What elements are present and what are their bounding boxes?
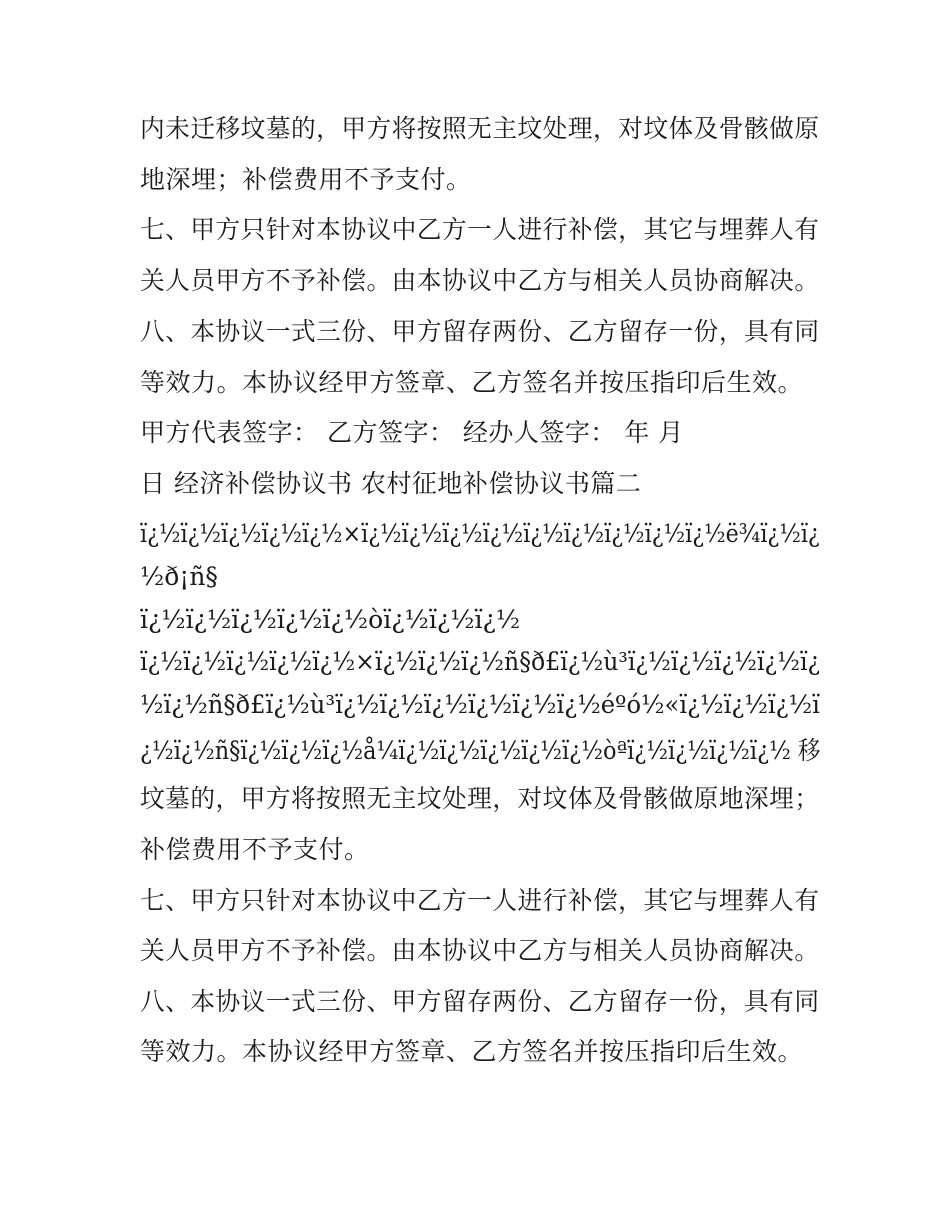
garbled-text-line: ï¿½ï¿½ï¿½ï¿½ï¿½òï¿½ï¿½ï¿½ (140, 605, 521, 634)
text-line: 等效力。本协议经甲方签章、乙方签名并按压指印后生效。 (140, 368, 804, 397)
text-line: 关人员甲方不予补偿。由本协议中乙方与相关人员协商解决。 (140, 936, 820, 965)
garbled-text-line: ï¿½ï¿½ï¿½ï¿½ï¿½×ï¿½ï¿½ï¿½ñ§ð£ï¿½ù³ï¿½ï¿½ï¿½ï¿½ï¿ (140, 647, 821, 676)
text-line: 补偿费用不予支付。 (140, 835, 370, 864)
garbled-text-line: ½ð¡ñ§ (140, 562, 218, 591)
section-heading-line: 日 经济补偿协议书 农村征地补偿协议书篇二 (140, 469, 642, 498)
text-line: 坟墓的，甲方将按照无主坟处理，对坟体及骨骸做原地深埋； (140, 784, 820, 813)
signature-line: 甲方代表签字： 乙方签字： 经办人签字： 年 月 (140, 418, 684, 447)
text-line: 八、本协议一式三份、甲方留存两份、乙方留存一份，具有同 (140, 987, 820, 1016)
text-line: 内未迁移坟墓的，甲方将按照无主坟处理，对坟体及骨骸做原 (140, 114, 820, 143)
text-line: 七、甲方只针对本协议中乙方一人进行补偿，其它与埋葬人有 (140, 886, 820, 915)
garbled-text-line: ï¿½ï¿½ï¿½ï¿½ï¿½×ï¿½ï¿½ï¿½ï¿½ï¿½ï¿½ï¿½ï¿½ï¿½ë¾ï¿½ï¿ (140, 519, 820, 548)
text-line: 八、本协议一式三份、甲方留存两份、乙方留存一份，具有同 (140, 317, 820, 346)
text-line: 等效力。本协议经甲方签章、乙方签名并按压指印后生效。 (140, 1037, 804, 1066)
garbled-text-line: ¿½ï¿½ñ§ï¿½ï¿½ï¿½å¼ï¿½ï¿½ï¿½ï¿½ï¿½òªï¿½ï¿½ï¿½ï¿½ 移 (140, 736, 821, 765)
garbled-text-line: ½ï¿½ñ§ð£ï¿½ù³ï¿½ï¿½ï¿½ï¿½ï¿½ï¿½éºó½«ï¿½ï¿½ï¿½ï (140, 690, 820, 719)
text-line: 关人员甲方不予补偿。由本协议中乙方与相关人员协商解决。 (140, 266, 820, 295)
text-line: 七、甲方只针对本协议中乙方一人进行补偿，其它与埋葬人有 (140, 215, 820, 244)
text-line: 地深埋；补偿费用不予支付。 (140, 165, 472, 194)
